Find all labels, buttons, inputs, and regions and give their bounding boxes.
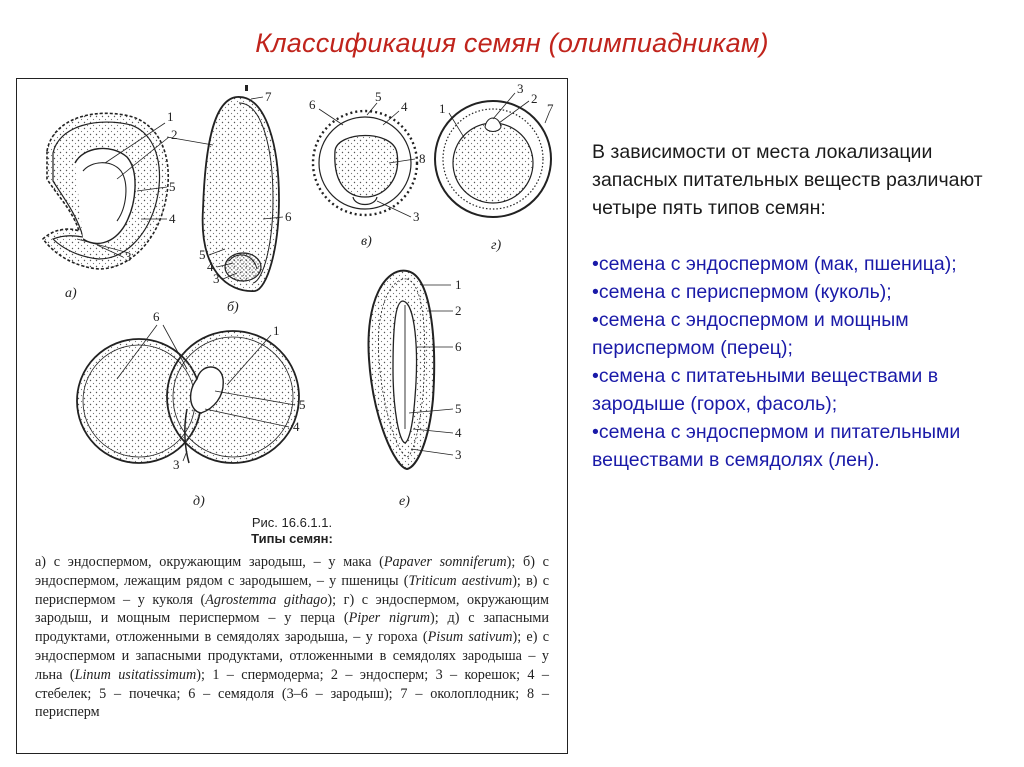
list-item: •семена с периспермом (куколь); [592,281,892,303]
part-number: 4 [207,259,214,274]
subfigure-label: д) [193,494,205,509]
part-number: 6 [455,339,462,354]
part-number: 2 [531,91,538,106]
part-number: 7 [265,89,272,104]
part-number: 5 [455,401,462,416]
part-number: 4 [401,99,408,114]
part-number: 8 [419,151,426,166]
seed-drawing-poppy [43,113,168,269]
seed-drawing-flax [368,271,434,469]
seed-drawing-pea [77,331,299,463]
subfigure-label: г) [491,238,502,253]
slide-title: Классификация семян (олимпиадникам) [255,28,769,58]
part-number: 5 [299,397,306,412]
part-number: 3 [517,81,524,96]
part-number: 2 [171,127,178,142]
part-number: 6 [309,97,316,112]
seed-types-list [592,250,1012,474]
subfigure-label: б) [227,300,239,315]
figure-caption-title: Типы семян: [251,531,333,546]
list-item: •семена с эндоспермом и мощным периспермом (перец); [592,309,909,359]
intro-text: В зависимости от места локализации запасных питательных веществ различают четыре пять типов семян: [592,141,983,219]
part-number: 4 [169,211,176,226]
part-number: 1 [455,277,462,292]
part-number: 1 [273,323,280,338]
seed-drawings [17,79,569,509]
part-number: 6 [285,209,292,224]
subfigure-label: в) [361,234,372,249]
subfigure-label: а) [65,286,77,301]
text-block [592,138,1012,474]
list-item: •семена с питатеьными веществами в зародыше (горох, фасоль); [592,365,939,415]
list-item: •семена с эндоспермом и питательными веществами в семядолях (лен). [592,421,961,471]
part-number: 5 [169,179,176,194]
part-number: 3 [455,447,462,462]
part-number: 5 [199,247,206,262]
list-item: •семена с эндоспермом (мак, пшеница); [592,253,957,275]
part-number: 3 [213,271,220,286]
part-number: 5 [375,89,382,104]
part-number: 7 [547,101,554,116]
part-number: 4 [455,425,462,440]
part-number: 6 [153,309,160,324]
part-number: 3 [125,249,132,264]
part-number: 1 [439,101,446,116]
part-number: 4 [293,419,300,434]
figure-number: Рис. 16.6.1.1. [251,515,333,530]
seed-drawing-corncockle [313,111,417,215]
figure-caption: а) с эндоспермом, окружающим зародыш, – у мака (Papaver somniferum); б) с эндоспермом, лежащим рядом с зародышем, – у пшеницы (Triticum aestivum); в) с периспермом – у куколя (Agrostemma githago); г) с эндоспермом, окружающим зародыш, и мощным периспермом – у перца (Piper nigrum); д) с запасными продуктами, отложенными в семядолях зародыша, – у гороха (Pisum sativum); е) с эндоспермом и запасными продуктами, отложенными в семядолях зародыша – у льна (Linum usitatissimum); 1 – спермодерма; 2 – эндосперм; 3 – корешок; 4 – стебелек; 5 – почечка; 6 – семядоля (3–6 – зародыш); 7 – околоплодник; 8 – перисперм [35,554,549,721]
seed-drawing-wheat [203,85,279,291]
part-number: 3 [413,209,420,224]
part-number: 1 [167,109,174,124]
subfigure-label: е) [399,494,410,509]
part-number: 3 [173,457,180,472]
figure-panel [16,78,568,754]
part-number: 2 [455,303,462,318]
